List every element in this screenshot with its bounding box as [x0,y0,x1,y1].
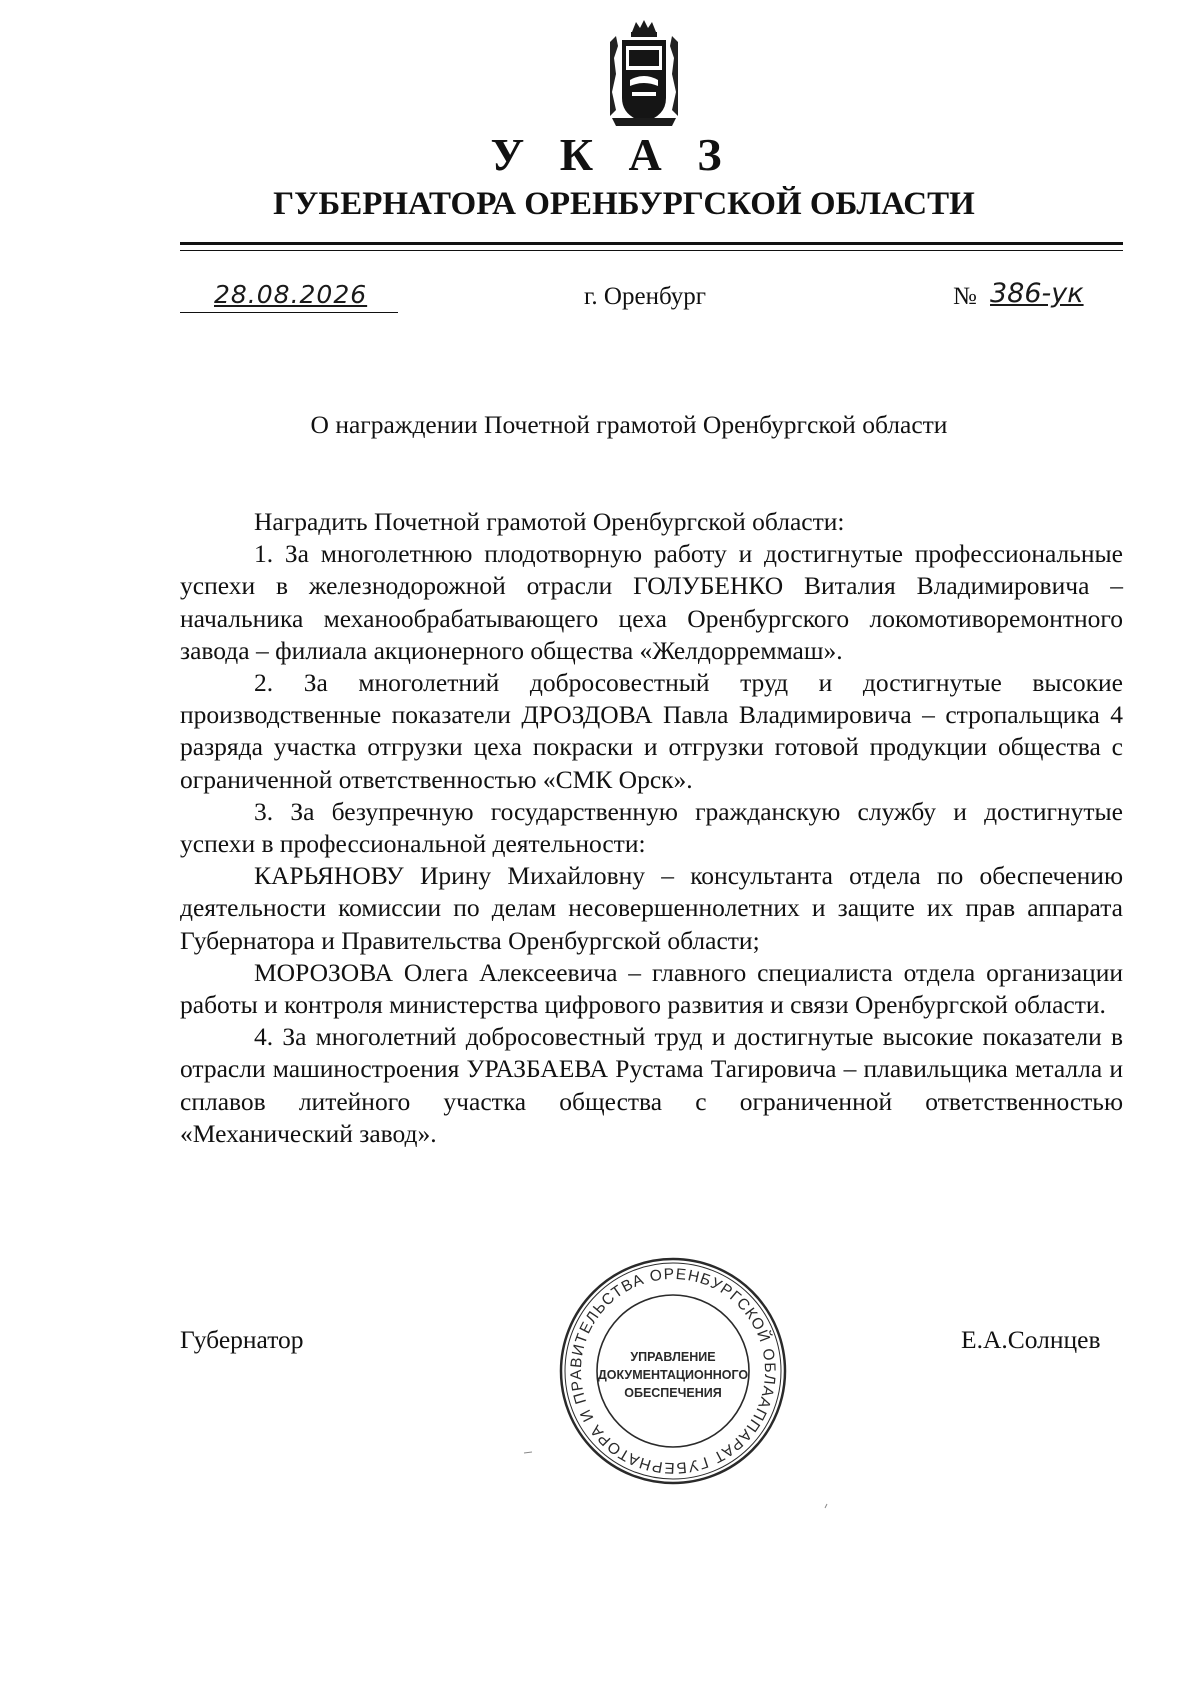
body-paragraph: 2. За многолетний добросовестный труд и достигнутые высокие производственные показатели ДРОЗДОВА Павла Владимировича – стропальщика 4 разряда участка отгрузки цеха покраски и отгрузки готовой продукции общества с ограниченной ответственностью «СМК Орск». [180,668,1123,794]
seal-center-line: ДОКУМЕНТАЦИОННОГО [597,1368,749,1382]
date-underline [180,312,398,313]
header-divider-thick [180,242,1123,245]
body-paragraph: Наградить Почетной грамотой Оренбургской области: [254,507,845,536]
decree-body [180,506,1123,1150]
signer-position: Губернатор [180,1325,304,1354]
seal-center-line: УПРАВЛЕНИЕ [630,1350,716,1364]
handwritten-date: 28.08.2026 [214,280,368,309]
body-paragraph: 4. За многолетний добросовестный труд и достигнутые высокие показатели в отрасли машиностроения УРАЗБАЕВА Рустама Тагировича – плавильщика металла и сплавов литейного участка общества с ограниченной ответственностью «Механический завод». [180,1022,1123,1148]
number-sign: № [953,283,977,310]
body-paragraph: КАРЬЯНОВУ Ирину Михайловну – консультанта отдела по обеспечению деятельности комиссии по делам несовершеннолетних и защите их прав аппарата Губернатора и Правительства Оренбургской области; [180,861,1123,955]
document-kind-title: У К А З [490,129,734,180]
body-paragraph: 1. За многолетнюю плодотворную работу и достигнутые профессиональные успехи в железнодорожной отрасли ГОЛУБЕНКО Виталия Владимировича – начальника механообрабатывающего цеха Оренбургского локомотиворемонтного завода – филиала акционерного общества «Желдорреммаш». [180,539,1123,665]
seal-ring-text: АППАРАТ ГУБЕРНАТОРА И ПРАВИТЕЛЬСТВА ОРЕНБУРГСКОЙ ОБЛАСТИ [567,1265,779,1477]
issuer-title: ГУБЕРНАТОРА ОРЕНБУРГСКОЙ ОБЛАСТИ [273,186,975,222]
handwritten-number: 386-ук [990,278,1084,309]
round-seal-icon [557,1255,789,1487]
city-label: г. Оренбург [584,283,706,310]
body-paragraph: 3. За безупречную государственную гражданскую службу и достигнутые успехи в профессиональной деятельности: [180,796,1123,859]
signatory-name: Е.А.Солнцев [961,1325,1101,1354]
seal-center-line: ОБЕСПЕЧЕНИЯ [624,1386,722,1400]
coat-of-arms-icon [602,18,686,130]
header-divider-thin [180,250,1123,251]
decree-subject: О награждении Почетной грамотой Оренбургской области [310,410,948,439]
body-paragraph: МОРОЗОВА Олега Алексеевича – главного специалиста отдела организации работы и контроля министерства цифрового развития и связи Оренбургской области. [180,957,1123,1020]
